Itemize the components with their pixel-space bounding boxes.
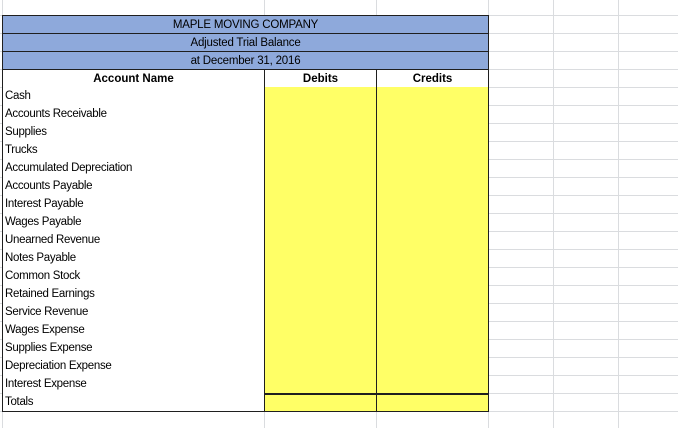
account-name-cell[interactable] [2,141,265,160]
account-name: Accumulated Depreciation [5,162,133,174]
grid-line [553,0,554,428]
credit-input[interactable] [376,123,489,142]
account-name-cell[interactable] [2,195,265,214]
debit-input[interactable] [264,267,377,286]
account-name-cell[interactable] [2,159,265,178]
account-name: Interest Expense [5,378,87,390]
debit-input[interactable] [264,357,377,376]
account-name-cell[interactable] [2,213,265,232]
report-date-cell[interactable] [2,51,489,70]
credit-input[interactable] [376,375,489,394]
account-name-cell[interactable] [2,321,265,340]
credit-input[interactable] [376,177,489,196]
account-name-cell[interactable] [2,87,265,106]
account-name-cell[interactable] [2,123,265,142]
credit-input[interactable] [376,195,489,214]
debit-input[interactable] [264,87,377,106]
account-name-cell[interactable] [2,177,265,196]
debits-header[interactable] [264,69,377,88]
account-name: Notes Payable [5,252,76,264]
report-title: Adjusted Trial Balance [190,37,301,49]
debit-input[interactable] [264,105,377,124]
account-name-cell[interactable] [2,303,265,322]
debit-input[interactable] [264,195,377,214]
account-name: Accounts Receivable [5,108,107,120]
account-name-cell[interactable] [2,105,265,124]
total-credits-input[interactable] [376,393,489,412]
account-name-cell[interactable] [2,375,265,394]
credit-input[interactable] [376,213,489,232]
account-name: Wages Payable [5,216,82,228]
debit-input[interactable] [264,213,377,232]
debit-input[interactable] [264,231,377,250]
debit-input[interactable] [264,339,377,358]
account-name-cell[interactable] [2,339,265,358]
debit-input[interactable] [264,375,377,394]
credit-input[interactable] [376,231,489,250]
credit-input[interactable] [376,321,489,340]
credits-header-label: Credits [412,73,453,85]
grid-line [618,0,619,428]
debit-input[interactable] [264,285,377,304]
debit-input[interactable] [264,321,377,340]
report-title-cell[interactable] [2,33,489,52]
total-debits-input[interactable] [264,393,377,412]
account-name: Supplies [5,126,47,138]
account-name: Cash [5,90,31,102]
debit-input[interactable] [264,177,377,196]
debit-input[interactable] [264,303,377,322]
account-name: Service Revenue [5,306,89,318]
company-name: MAPLE MOVING COMPANY [172,19,319,31]
debits-header-label: Debits [302,73,339,85]
account-name: Accounts Payable [5,180,93,192]
totals-label: Totals [5,396,34,408]
account-name: Wages Expense [5,324,85,336]
credit-input[interactable] [376,357,489,376]
account-name: Unearned Revenue [5,234,100,246]
credit-input[interactable] [376,249,489,268]
account-name-cell[interactable] [2,231,265,250]
account-name-header[interactable] [2,69,265,88]
company-name-cell[interactable] [2,15,489,34]
report-date: at December 31, 2016 [190,55,301,67]
account-name-header-label: Account Name [93,73,174,85]
account-name-cell[interactable] [2,285,265,304]
debit-input[interactable] [264,159,377,178]
credit-input[interactable] [376,105,489,124]
credit-input[interactable] [376,303,489,322]
account-name-cell[interactable] [2,267,265,286]
debit-input[interactable] [264,249,377,268]
account-name: Trucks [5,144,38,156]
account-name-cell[interactable] [2,357,265,376]
totals-label-cell[interactable] [2,393,265,412]
account-name: Depreciation Expense [5,360,112,372]
credit-input[interactable] [376,159,489,178]
credits-header[interactable] [376,69,489,88]
account-name: Interest Payable [5,198,84,210]
debit-input[interactable] [264,123,377,142]
account-name: Common Stock [5,270,81,282]
credit-input[interactable] [376,141,489,160]
account-name-cell[interactable] [2,249,265,268]
debit-input[interactable] [264,141,377,160]
credit-input[interactable] [376,285,489,304]
credit-input[interactable] [376,267,489,286]
account-name: Retained Earnings [5,288,95,300]
credit-input[interactable] [376,339,489,358]
credit-input[interactable] [376,87,489,106]
account-name: Supplies Expense [5,342,93,354]
